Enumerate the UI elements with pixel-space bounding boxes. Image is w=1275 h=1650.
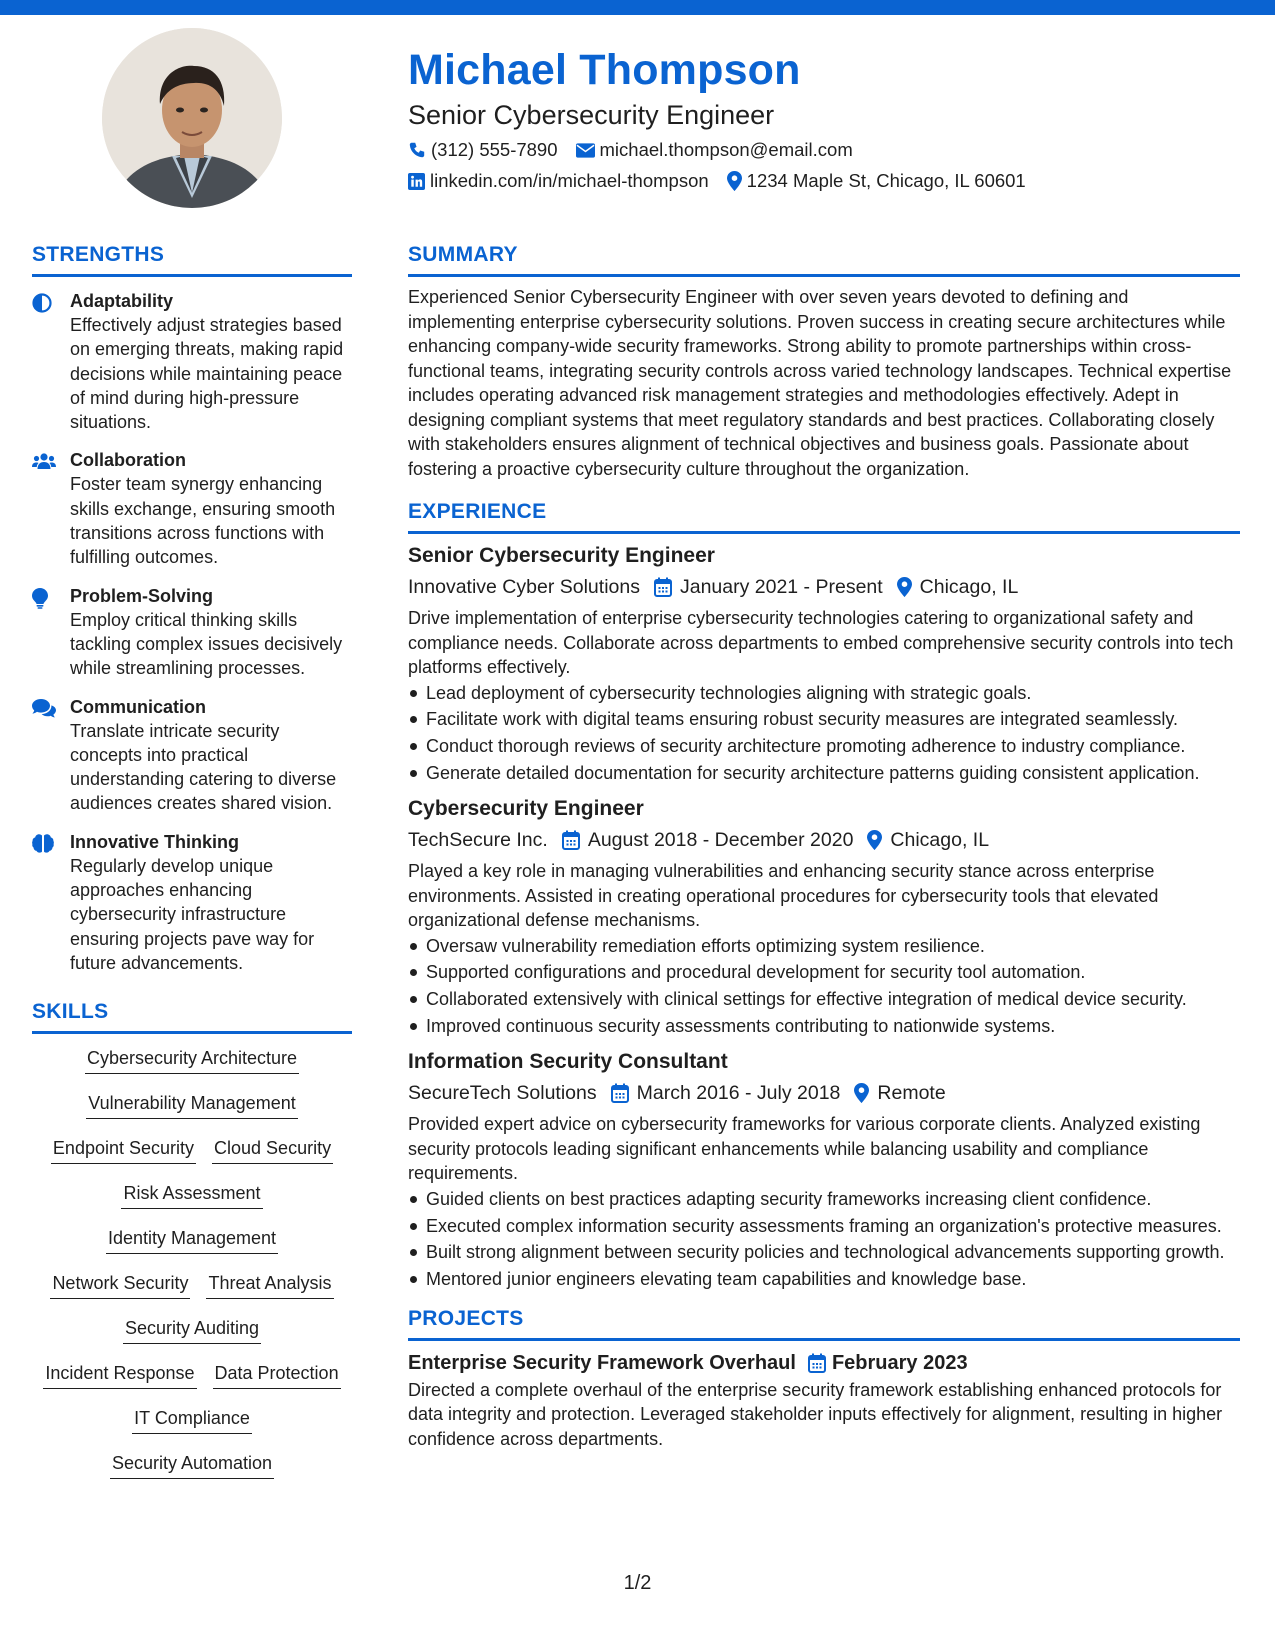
job-meta — [408, 1079, 1240, 1107]
left-column — [32, 240, 352, 1496]
email-address: michael.thompson@email.com — [599, 139, 853, 160]
contact-row-2 — [408, 168, 1238, 194]
phone-number: (312) 555-7890 — [431, 139, 558, 160]
top-accent-bar — [0, 0, 1275, 15]
skill-tag: Data Protection — [213, 1361, 341, 1389]
skill-row — [115, 1316, 269, 1361]
skill-tag: Incident Response — [43, 1361, 196, 1389]
brain-icon — [32, 834, 54, 853]
projects-heading: PROJECTS — [408, 1306, 524, 1330]
skill-row — [78, 1091, 305, 1136]
company-name: Innovative Cyber Solutions — [408, 576, 640, 598]
candidate-name: Michael Thompson — [408, 46, 801, 94]
skill-row — [102, 1451, 282, 1496]
strength-name: Communication — [70, 696, 207, 717]
strength-name: Innovative Thinking — [70, 831, 240, 852]
skill-tag: Endpoint Security — [51, 1136, 196, 1164]
job-description: Drive implementation of enterprise cybersecurity technologies catering to organizational safety and compliance needs. Collaborate across departments to embed comprehensive security controls into tech platforms effectively. — [408, 608, 1234, 677]
strengths-section — [32, 240, 352, 975]
section-divider — [408, 531, 1240, 534]
strength-description: Translate intricate security concepts into practical understanding catering to diverse audiences creates shared vision. — [70, 720, 337, 814]
phone-contact[interactable] — [408, 137, 558, 163]
job-bullets — [408, 934, 1240, 1039]
skill-tag: Risk Assessment — [121, 1181, 262, 1209]
street-address: 1234 Maple St, Chicago, IL 60601 — [746, 170, 1026, 191]
job-meta — [408, 573, 1240, 601]
envelope-icon — [576, 143, 595, 158]
projects-section — [408, 1304, 1240, 1452]
profile-photo — [102, 28, 282, 208]
strengths-list — [32, 289, 352, 975]
page-number: 1/2 — [623, 1572, 652, 1594]
summary-section — [408, 240, 1240, 481]
section-divider — [32, 1031, 352, 1034]
project-entry — [408, 1349, 1240, 1452]
skill-tag: Security Automation — [110, 1451, 274, 1479]
map-pin-icon — [854, 1083, 869, 1103]
skill-tag: Identity Management — [106, 1226, 278, 1254]
strength-item — [32, 289, 352, 434]
bullet-item: Mentored junior engineers elevating team capabilities and knowledge base. — [408, 1267, 1240, 1291]
skill-row — [124, 1406, 260, 1451]
skill-row — [113, 1181, 270, 1226]
half-circle-icon — [32, 293, 52, 313]
job-description: Played a key role in managing vulnerabilities and enhancing security stance across enterprise environments. Assisted in creating operational procedures for cybersecurity tools that elevated organizational defense mechanisms. — [408, 861, 1159, 931]
resume-header — [408, 42, 1238, 194]
skill-row — [43, 1136, 341, 1181]
bullet-item: Collaborated extensively with clinical settings for effective integration of medical device security. — [408, 987, 1240, 1011]
summary-heading: SUMMARY — [408, 243, 518, 266]
skills-list — [32, 1046, 352, 1496]
job-dates: January 2021 - Present — [679, 576, 883, 598]
section-divider — [408, 1338, 1240, 1341]
skill-tag: Network Security — [50, 1271, 190, 1299]
map-pin-icon — [867, 830, 882, 850]
bullet-item: Lead deployment of cybersecurity technologies aligning with strategic goals. — [408, 681, 1240, 705]
comments-icon — [32, 699, 56, 718]
contact-row-1 — [408, 137, 1238, 163]
lightbulb-icon — [32, 588, 48, 609]
skills-section — [32, 997, 352, 1496]
experience-section — [408, 497, 1240, 1292]
strength-name: Problem-Solving — [70, 585, 214, 606]
skill-row — [98, 1226, 286, 1271]
job-title: Senior Cybersecurity Engineer — [408, 544, 715, 567]
job-entry — [408, 542, 1240, 785]
strengths-heading: STRENGTHS — [32, 243, 165, 266]
strength-description: Effectively adjust strategies based on emerging threats, making rapid decisions while maintaining peace of mind during high-pressure situations. — [70, 315, 344, 433]
strength-name: Collaboration — [70, 450, 186, 471]
bullet-item: Improved continuous security assessments contributing to nationwide systems. — [408, 1014, 1240, 1038]
bullet-item: Facilitate work with digital teams ensuring robust security measures are integrated seamlessly. — [408, 707, 1240, 731]
skill-tag: Cloud Security — [212, 1136, 333, 1164]
job-bullets — [408, 681, 1240, 786]
company-name: TechSecure Inc. — [408, 829, 548, 852]
bullet-item: Generate detailed documentation for security architecture patterns guiding consistent application. — [408, 761, 1240, 785]
job-entry — [408, 795, 1240, 1038]
bullet-item: Executed complex information security assessments framing an organization's protective measures. — [408, 1214, 1240, 1238]
bullet-item: Supported configurations and procedural development for security tool automation. — [408, 960, 1240, 984]
strength-item — [32, 695, 352, 816]
strength-item — [32, 448, 352, 569]
strength-name: Adaptability — [70, 291, 174, 311]
skill-tag: Vulnerability Management — [86, 1091, 297, 1119]
project-name: Enterprise Security Framework Overhaul — [408, 1351, 796, 1374]
project-header — [408, 1349, 1240, 1377]
experience-heading: EXPERIENCE — [408, 500, 547, 523]
skill-tag: IT Compliance — [132, 1406, 252, 1434]
job-location: Chicago, IL — [919, 576, 1019, 598]
job-location: Chicago, IL — [890, 829, 990, 852]
address-contact — [727, 168, 1026, 194]
email-contact[interactable] — [576, 137, 853, 163]
map-pin-icon — [897, 577, 912, 597]
bullet-item: Oversaw vulnerability remediation efforts optimizing system resilience. — [408, 934, 1240, 958]
skill-row — [35, 1361, 348, 1406]
skill-row — [42, 1271, 341, 1316]
users-icon — [32, 452, 56, 470]
job-title: Information Security Consultant — [408, 1050, 728, 1074]
bullet-item: Built strong alignment between security policies and technological advancements supporting growth. — [408, 1240, 1240, 1264]
job-location: Remote — [877, 1082, 946, 1105]
job-dates: March 2016 - July 2018 — [636, 1082, 841, 1105]
project-date: February 2023 — [831, 1351, 968, 1374]
right-column — [408, 240, 1240, 1451]
skill-tag: Threat Analysis — [206, 1271, 333, 1299]
linkedin-contact[interactable] — [408, 168, 709, 194]
job-dates: August 2018 - December 2020 — [587, 829, 854, 852]
calendar-icon — [611, 1083, 629, 1103]
skill-tag: Security Auditing — [123, 1316, 261, 1344]
profile-photo-illustration — [102, 28, 282, 208]
map-pin-icon — [727, 171, 742, 191]
job-title: Cybersecurity Engineer — [408, 797, 644, 821]
job-bullets — [408, 1187, 1240, 1292]
job-description: Provided expert advice on cybersecurity frameworks for various corporate clients. Analyzed existing security protocols leading significant enhancements while balancing usability and compliance requirements. — [408, 1114, 1201, 1184]
strength-item — [32, 830, 352, 975]
project-description: Directed a complete overhaul of the enterprise security framework establishing enhanced protocols for data integrity and protection. Leveraged stakeholder inputs effectively for alignment, resulting in higher confidence across departments. — [408, 1379, 1223, 1449]
strength-description: Foster team synergy enhancing skills exchange, ensuring smooth transitions across functions with fulfilling outcomes. — [70, 474, 336, 568]
skill-row — [77, 1046, 307, 1091]
linkedin-url: linkedin.com/in/michael-thompson — [430, 170, 709, 191]
calendar-icon — [562, 830, 580, 850]
calendar-icon — [808, 1353, 826, 1373]
linkedin-icon — [408, 173, 425, 190]
skills-heading: SKILLS — [32, 1000, 109, 1024]
phone-icon — [408, 141, 426, 159]
skill-tag: Cybersecurity Architecture — [85, 1046, 299, 1074]
strength-description: Regularly develop unique approaches enhancing cybersecurity infrastructure ensuring projects pave way for future advancements. — [70, 855, 315, 973]
summary-text: Experienced Senior Cybersecurity Engineer with over seven years devoted to defining and implementing enterprise cybersecurity solutions. Proven success in creating secure architectures while enhancing company-wide security frameworks. Strong ability to promote partnerships within cross-functional teams, integrating security controls across varied technology landscapes. Technical expertise includes operating advanced risk management strategies and methodologies effectively. Adept in designing compliant systems that meet regulatory standards and best practices. Collaborating closely with stakeholders ensures alignment of technical objectives and business goals. Passionate about fostering a proactive cybersecurity culture throughout the organization. — [408, 287, 1232, 479]
strength-item — [32, 584, 352, 681]
company-name: SecureTech Solutions — [408, 1082, 597, 1105]
section-divider — [408, 274, 1240, 277]
candidate-title: Senior Cybersecurity Engineer — [408, 100, 775, 130]
strength-description: Employ critical thinking skills tackling complex issues decisively while streamlining processes. — [70, 609, 343, 679]
calendar-icon — [654, 577, 672, 597]
bullet-item: Guided clients on best practices adapting security frameworks increasing client confidence. — [408, 1187, 1240, 1211]
bullet-item: Conduct thorough reviews of security architecture promoting adherence to industry compliance. — [408, 734, 1240, 758]
section-divider — [32, 274, 352, 277]
job-meta — [408, 826, 1240, 854]
job-entry — [408, 1048, 1240, 1291]
